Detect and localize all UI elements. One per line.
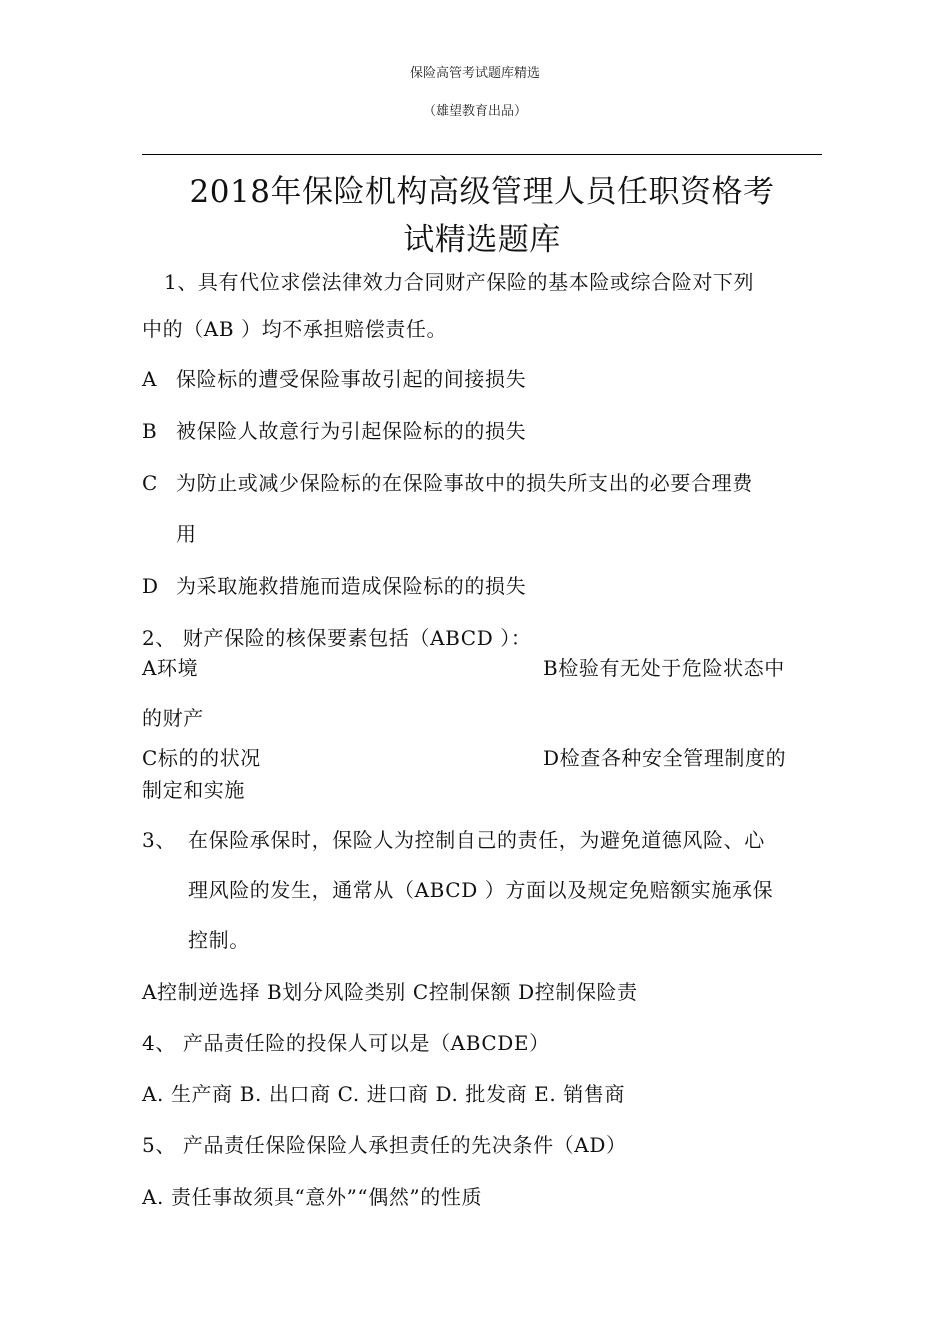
q5-stem: 5、 产品责任保险保险人承担责任的先决条件（AD） [142,1133,627,1157]
q3-options: A控制逆选择 B划分风险类别 C控制保额 D控制保险责 [142,980,638,1004]
header-title: 保险高管考试题库精选 [409,66,540,81]
q1-option-d [142,570,526,599]
option-text: 用 [176,522,197,546]
option-text: 保险标的遭受保险事故引起的间接损失 [176,367,527,391]
q1-option-c [142,467,753,496]
title-line-1: 2018年保险机构高级管理人员任职资格考 [189,174,775,210]
q2-option-b: B检验有无处于危险状态中 [543,656,785,680]
q3-stem-line-1: 在保险承保时，保险人为控制自己的责任，为避免道德风险、心 [188,828,765,852]
option-text: 被保险人故意行为引起保险标的的损失 [176,419,527,443]
option-letter: C [142,471,158,495]
option-text: 为采取施救措施而造成保险标的的损失 [176,574,527,598]
option-letter: D [142,574,159,598]
q1-stem-line-2: 中的（AB ）均不承担赔偿责任。 [142,317,448,341]
q1-stem-line-1: 1、具有代位求偿法律效力合同财产保险的基本险或综合险对下列 [164,270,755,294]
q1-option-a [142,363,526,392]
q1-option-c-continued [142,518,197,547]
q4-stem: 4、 产品责任险的投保人可以是（ABCDE） [142,1031,550,1055]
q1-option-b [142,415,526,444]
header-subtitle: （雄望教育出品） [422,104,527,119]
q2-option-c: C标的的状况 [142,746,261,770]
q2-stem: 2、 财产保险的核保要素包括（ABCD ）： [142,626,532,650]
q2-option-b-continued: 的财产 [142,706,204,730]
q2-option-a: A环境 [142,656,199,680]
title-line-2: 试精选题库 [403,222,561,258]
q3-stem-line-2: 理风险的发生，通常从（ABCD ）方面以及规定免赔额实施承保 [188,878,774,902]
q2-option-d-continued: 制定和实施 [142,778,245,802]
q4-options: A. 生产商 B. 出口商 C. 进口商 D. 批发商 E. 销售商 [142,1082,626,1106]
q2-option-d: D检查各种安全管理制度的 [543,746,787,770]
header-divider [142,154,822,155]
q3-number: 3、 [142,828,176,852]
option-text: 为防止或减少保险标的在保险事故中的损失所支出的必要合理费 [176,471,753,495]
option-letter: B [142,419,158,443]
q3-stem-line-3: 控制。 [188,928,250,952]
q5-option-a: A. 责任事故须具“意外”“偶然”的性质 [142,1185,483,1209]
option-letter: A [142,367,158,391]
